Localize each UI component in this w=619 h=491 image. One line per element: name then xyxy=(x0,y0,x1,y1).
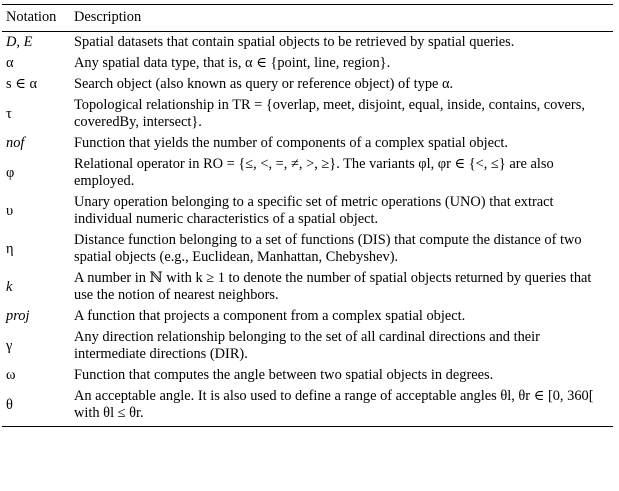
table-row xyxy=(2,230,613,268)
notation-description: Search object (also known as query or reference object) of type α. xyxy=(74,76,454,92)
notation-symbol: φ xyxy=(6,164,15,181)
table-body xyxy=(2,32,613,427)
table-row xyxy=(2,32,613,54)
table-row xyxy=(2,53,613,74)
table-row xyxy=(2,306,613,327)
notation-symbol: D, E xyxy=(6,34,33,50)
notation-symbol: τ xyxy=(6,105,12,122)
notation-description: Function that yields the number of components of a complex spatial object. xyxy=(74,135,509,151)
notation-symbol: θ xyxy=(2,386,70,427)
notation-symbol: s ∈ α xyxy=(6,76,37,92)
notation-symbol: ω xyxy=(6,367,16,383)
table-row xyxy=(2,133,613,154)
table-row xyxy=(2,365,613,386)
table-row xyxy=(2,95,613,133)
notation-description: Topological relationship in TR = {overlap, meet, disjoint, equal, inside, contains, covers, coveredBy, intersect}. xyxy=(74,97,585,130)
notation-description: Any spatial data type, that is, α ∈ {point, line, region}. xyxy=(74,55,391,71)
table-row xyxy=(2,192,613,230)
notation-symbol: nof xyxy=(6,135,25,151)
notation-symbol: proj xyxy=(6,308,30,324)
notation-symbol: υ xyxy=(6,202,14,219)
notation-symbol: k xyxy=(6,278,13,295)
notation-description: Any direction relationship belonging to the set of all cardinal directions and their intermediate directions (DIR). xyxy=(74,329,540,362)
notation-description: Distance function belonging to a set of functions (DIS) that compute the distance of two spatial objects (e.g., Euclidean, Manhattan, Chebyshev). xyxy=(74,232,582,265)
notation-description: A function that projects a component from a complex spatial object. xyxy=(74,308,466,324)
notation-description: Function that computes the angle between two spatial objects in degrees. xyxy=(74,367,494,383)
notation-symbol: γ xyxy=(6,337,13,354)
notation-description: Spatial datasets that contain spatial objects to be retrieved by spatial queries. xyxy=(74,34,515,50)
table-row xyxy=(2,386,613,427)
table-row xyxy=(2,268,613,306)
table-row xyxy=(2,327,613,365)
table-header-row xyxy=(2,5,613,32)
notation-symbol: α xyxy=(6,55,14,71)
notation-description: A number in ℕ with k ≥ 1 to denote the number of spatial objects returned by queries that use the notion of nearest neighbors. xyxy=(74,270,592,303)
notation-description: An acceptable angle. It is also used to define a range of acceptable angles θl, θr ∈ [0, 360[ with θl ≤ θr. xyxy=(70,386,613,427)
header-notation: Notation xyxy=(2,5,70,32)
header-description: Description xyxy=(70,5,613,32)
notation-symbol: η xyxy=(6,240,14,257)
notation-table xyxy=(2,4,613,427)
notation-description: Relational operator in RO = {≤, <, =, ≠, >, ≥}. The variants φl, φr ∈ {<, ≤} are also employed. xyxy=(74,156,554,189)
notation-description: Unary operation belonging to a specific set of metric operations (UNO) that extract individual numeric characteristics of a spatial object. xyxy=(74,194,554,227)
table-row xyxy=(2,154,613,192)
table-row xyxy=(2,74,613,95)
